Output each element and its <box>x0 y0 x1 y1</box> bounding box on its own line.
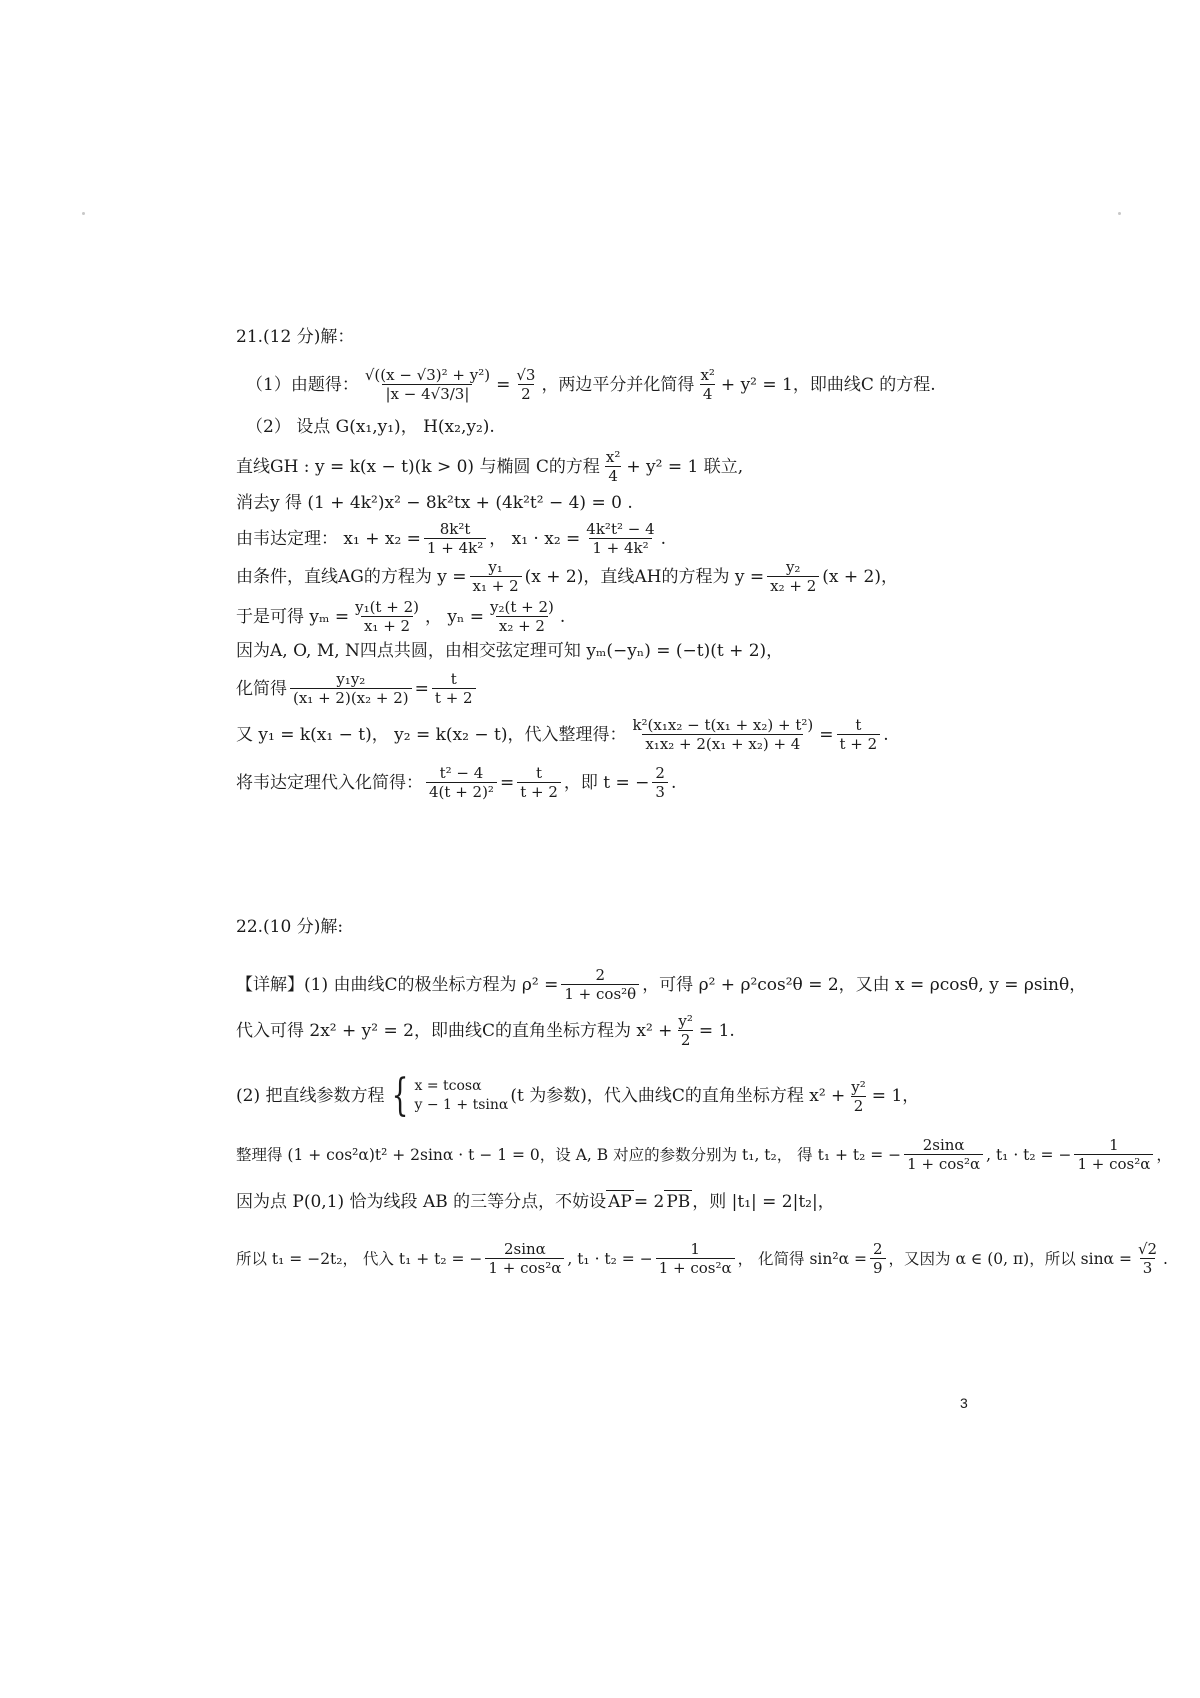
q22-trisection <box>236 1190 835 1213</box>
fraction <box>426 764 497 801</box>
frac-denominator: 4 <box>605 466 621 485</box>
text-span: . <box>670 772 677 793</box>
frac-numerator: y² <box>678 1012 693 1030</box>
q22-polar <box>236 966 1086 1003</box>
fraction <box>1074 1136 1153 1173</box>
frac-numerator: t² − 4 <box>439 764 484 782</box>
fraction <box>561 966 639 1003</box>
vector-ap: AP <box>608 1192 632 1212</box>
fraction <box>470 558 522 595</box>
text-span: ，又因为 α ∈ (0, π)，所以 sinα = <box>888 1249 1132 1268</box>
q21-part1-mid: ，两边平分并化简得 <box>541 374 695 395</box>
text-span: . <box>1163 1249 1168 1268</box>
frac-denominator: 4 <box>700 384 716 403</box>
frac-denominator: 9 <box>870 1258 886 1277</box>
q21-ellipse-rest: + y² = 1 <box>720 374 793 395</box>
frac-denominator: 1 + cos²α <box>656 1258 735 1277</box>
q21-part1-suffix: ，即曲线C 的方程. <box>792 374 936 395</box>
frac-numerator: 2 <box>655 764 665 782</box>
frac-numerator: y₁(t + 2) <box>355 598 419 616</box>
text-span: ， 化简得 sin²α = <box>737 1249 867 1268</box>
text-span: (2) 把直线参数方程 <box>236 1086 385 1106</box>
q21-vieta <box>236 520 666 557</box>
frac-denominator: 1 + cos²α <box>904 1154 983 1173</box>
frac-denominator: 4(t + 2)² <box>426 782 497 801</box>
frac-denominator: t + 2 <box>837 734 881 753</box>
text-span: ， x₁ · x₂ = <box>489 528 581 549</box>
q21-result <box>236 764 676 801</box>
frac-numerator: √2 <box>1137 1240 1158 1258</box>
q21-part1-prefix: （1）由题得： <box>246 374 359 395</box>
q21-ratio-fraction <box>513 366 538 403</box>
fraction <box>629 716 816 753</box>
fraction <box>432 670 476 707</box>
text-span: ，则 |t₁| = 2|t₂|， <box>692 1191 835 1212</box>
text-span: = <box>819 724 834 745</box>
frac-denominator: 1 + cos²θ <box>561 984 639 1003</box>
q21-ellipse-fraction <box>697 366 717 403</box>
frac-numerator: y₁y₂ <box>336 670 366 688</box>
frac-numerator: t <box>855 716 862 734</box>
text-span: , t₁ · t₂ = − <box>567 1249 653 1268</box>
frac-denominator: 1 + 4k² <box>589 538 651 557</box>
q22-result <box>236 1240 1168 1277</box>
equals-sign: = <box>496 374 511 395</box>
text-span: 整理得 (1 + cos²α)t² + 2sinα · t − 1 = 0，设 A, B 对应的参数分别为 t₁, t₂， 得 t₁ + t₂ = − <box>236 1145 902 1164</box>
fraction <box>848 1078 869 1115</box>
frac-denominator: x₁ + 2 <box>361 616 413 635</box>
frac-numerator: 2 <box>595 966 606 984</box>
fraction <box>767 558 819 595</box>
fraction <box>837 716 881 753</box>
fraction <box>656 1240 735 1277</box>
text-span: (x + 2)， <box>822 566 898 587</box>
text-span: 将韦达定理代入化简得： <box>236 772 423 793</box>
q21-lines-ag-ah <box>236 558 898 595</box>
fraction <box>603 448 623 485</box>
q21-eliminate-y: 消去y 得 (1 + 4k²)x² − 8k²tx + (4k²t² − 4) = 0 . <box>236 493 633 513</box>
frac-numerator: t <box>450 670 457 688</box>
frac-numerator: t <box>536 764 543 782</box>
frac-numerator: y² <box>851 1077 866 1096</box>
frac-denominator: 2 <box>678 1030 694 1049</box>
text-span: 【详解】(1) 由曲线C的极坐标方程为 ρ² = <box>236 974 559 995</box>
q21-part2-setup: （2） 设点 G(x₁,y₁)， H(x₂,y₂). <box>246 417 495 437</box>
frac-denominator: (x₁ + 2)(x₂ + 2) <box>290 688 412 707</box>
frac-denominator: x₂ + 2 <box>767 576 819 595</box>
vector-pb: PB <box>666 1192 691 1212</box>
frac-numerator: 8k²t <box>439 520 471 538</box>
text-span: = <box>414 678 429 699</box>
text-span: ，即 t = − <box>563 772 650 793</box>
frac-denominator: x₁ + 2 <box>470 576 522 595</box>
frac-denominator: 2 <box>518 384 534 403</box>
q21-eccentricity-fraction <box>362 366 493 403</box>
fraction <box>290 670 412 707</box>
text-span: . <box>883 724 889 745</box>
q21-ym-yn <box>236 598 565 635</box>
frac-denominator: 3 <box>1140 1258 1156 1277</box>
q21-line-gh <box>236 448 743 485</box>
text-span: 化简得 <box>236 678 287 699</box>
text-span: + y² = 1 联立, <box>626 456 744 477</box>
frac-numerator: 2sinα <box>922 1136 965 1154</box>
fraction <box>870 1240 886 1277</box>
text-span: 直线GH : y = k(x − t)(k > 0) 与椭圆 C的方程 <box>236 456 600 477</box>
scan-speck <box>82 212 85 215</box>
frac-numerator: x² <box>605 448 621 466</box>
text-span: 又 y₁ = k(x₁ − t)， y₂ = k(x₂ − t)，代入整理得： <box>236 724 627 745</box>
fraction <box>485 1240 564 1277</box>
frac-denominator: |x − 4√3/3| <box>382 384 472 403</box>
text-span: . <box>559 606 566 627</box>
q21-substitute <box>236 716 889 753</box>
frac-numerator: 2sinα <box>503 1240 546 1258</box>
fraction <box>487 598 557 635</box>
text-span: 代入可得 2x² + y² = 2，即曲线C的直角坐标方程为 x² + <box>236 1020 673 1041</box>
frac-numerator: x² <box>700 366 715 384</box>
text-span: 由条件，直线AG的方程为 y = <box>236 566 467 587</box>
equation-system <box>386 1070 509 1121</box>
frac-numerator: 1 <box>690 1240 700 1258</box>
frac-denominator: 2 <box>851 1096 867 1115</box>
frac-numerator: 1 <box>1109 1136 1119 1154</box>
frac-numerator: y₂(t + 2) <box>489 598 554 616</box>
frac-denominator: 1 + cos²α <box>1074 1154 1153 1173</box>
text-span: 因为点 P(0,1) 恰为线段 AB 的三等分点，不妨设 <box>236 1191 607 1212</box>
fraction <box>583 520 657 557</box>
text-span: , t₁ · t₂ = − <box>986 1145 1072 1164</box>
frac-denominator: x₂ + 2 <box>496 616 548 635</box>
frac-denominator: 1 + 4k² <box>424 538 486 557</box>
brace-icon: { <box>392 1070 409 1121</box>
text-span: = 2 <box>633 1191 665 1212</box>
fraction <box>904 1136 983 1173</box>
scan-speck <box>1118 212 1121 215</box>
system-row: x = tcosα <box>414 1078 482 1094</box>
q22-parametric <box>236 1070 920 1121</box>
text-span: (x + 2)，直线AH的方程为 y = <box>524 566 765 587</box>
text-span: 由韦达定理： x₁ + x₂ = <box>236 528 421 549</box>
frac-denominator: t + 2 <box>517 782 561 801</box>
q22-heading: 22.(10 分)解: <box>236 917 344 937</box>
frac-numerator: k²(x₁x₂ − t(x₁ + x₂) + t²) <box>632 716 814 734</box>
fraction <box>652 764 668 801</box>
text-span: ， <box>1156 1145 1172 1164</box>
fraction <box>1135 1240 1160 1277</box>
fraction <box>352 598 422 635</box>
text-span: = <box>499 772 515 793</box>
fraction <box>517 764 561 801</box>
text-span: 所以 t₁ = −2t₂， 代入 t₁ + t₂ = − <box>236 1249 483 1268</box>
q21-simplify <box>236 670 479 707</box>
q21-part1 <box>246 366 936 403</box>
text-span: = 1. <box>698 1020 735 1041</box>
text-span: ， yₙ = <box>424 606 484 627</box>
system-rows <box>414 1077 508 1115</box>
q22-cartesian <box>236 1012 735 1049</box>
frac-numerator: √((x − √3)² + y²) <box>364 366 491 384</box>
frac-numerator: y₂ <box>785 558 801 576</box>
text-span: (t 为参数)，代入曲线C的直角坐标方程 x² + <box>510 1086 846 1106</box>
frac-numerator: 2 <box>872 1240 883 1258</box>
text-span: = 1， <box>871 1086 920 1106</box>
text-span: ，可得 ρ² + ρ²cos²θ = 2，又由 x = ρcosθ, y = ρsinθ， <box>642 974 1087 995</box>
frac-numerator: √3 <box>516 366 536 384</box>
frac-numerator: 4k²t² − 4 <box>586 520 655 538</box>
q22-quadratic <box>236 1136 1172 1173</box>
q21-concyclic: 因为A, O, M, N四点共圆，由相交弦定理可知 yₘ(−yₙ) = (−t)(t + 2)， <box>236 641 784 661</box>
frac-denominator: 1 + cos²α <box>485 1258 564 1277</box>
fraction <box>424 520 486 557</box>
frac-denominator: t + 2 <box>432 688 476 707</box>
text-span: . <box>660 528 667 549</box>
frac-denominator: x₁x₂ + 2(x₁ + x₂) + 4 <box>642 734 803 753</box>
fraction <box>675 1012 696 1049</box>
frac-denominator: 3 <box>652 782 668 801</box>
q21-heading: 21.(12 分)解： <box>236 327 355 347</box>
text-span: 于是可得 yₘ = <box>236 606 350 627</box>
frac-numerator: y₁ <box>488 558 503 576</box>
system-row: y − 1 + tsinα <box>414 1097 509 1113</box>
page-number: 3 <box>960 1395 968 1411</box>
